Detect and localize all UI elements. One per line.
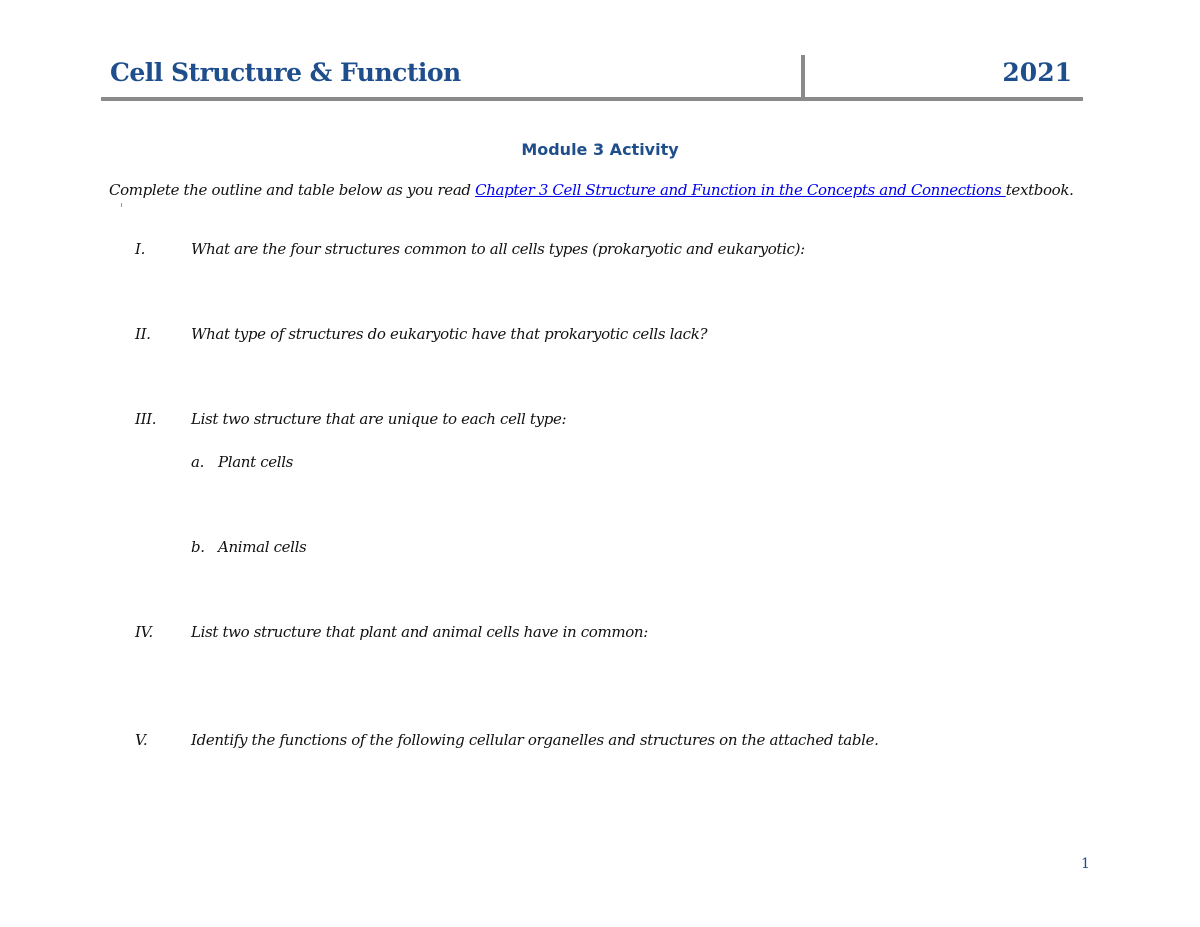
intro-text-before: Complete the outline and table below as you read: [109, 181, 476, 199]
module-title: Module 3 Activity: [521, 140, 679, 159]
outline-number: V.: [135, 731, 148, 749]
intro-paragraph: [109, 181, 1074, 199]
outline-question: What are the four structures common to all cells types (prokaryotic and eukaryotic):: [191, 240, 805, 258]
chapter-link[interactable]: Chapter 3 Cell Structure and Function in the Concepts and Connections: [475, 181, 1006, 199]
outline-question: List two structure that are unique to each cell type:: [191, 410, 567, 428]
outline-question: What type of structures do eukaryotic have that prokaryotic cells lack?: [191, 325, 708, 343]
intro-text-after: textbook.: [1005, 181, 1074, 199]
outline-number: II.: [135, 325, 151, 343]
outline-number: IV.: [135, 623, 153, 641]
subitem-letter: a.: [191, 453, 205, 471]
subitem-text: Animal cells: [218, 538, 307, 556]
outline-number: III.: [135, 410, 157, 428]
outline-question: Identify the functions of the following cellular organelles and structures on the attached table.: [191, 731, 879, 749]
header-year: 2021: [1002, 58, 1072, 87]
page-number: 1: [1081, 856, 1090, 872]
paragraph-mark: [121, 203, 122, 207]
header-divider: [801, 55, 805, 99]
subitem-text: Plant cells: [218, 453, 294, 471]
header-rule: [101, 97, 1083, 101]
subitem-letter: b.: [191, 538, 205, 556]
outline-question: List two structure that plant and animal cells have in common:: [191, 623, 648, 641]
header-title: Cell Structure & Function: [110, 58, 461, 87]
outline-number: I.: [135, 240, 145, 258]
